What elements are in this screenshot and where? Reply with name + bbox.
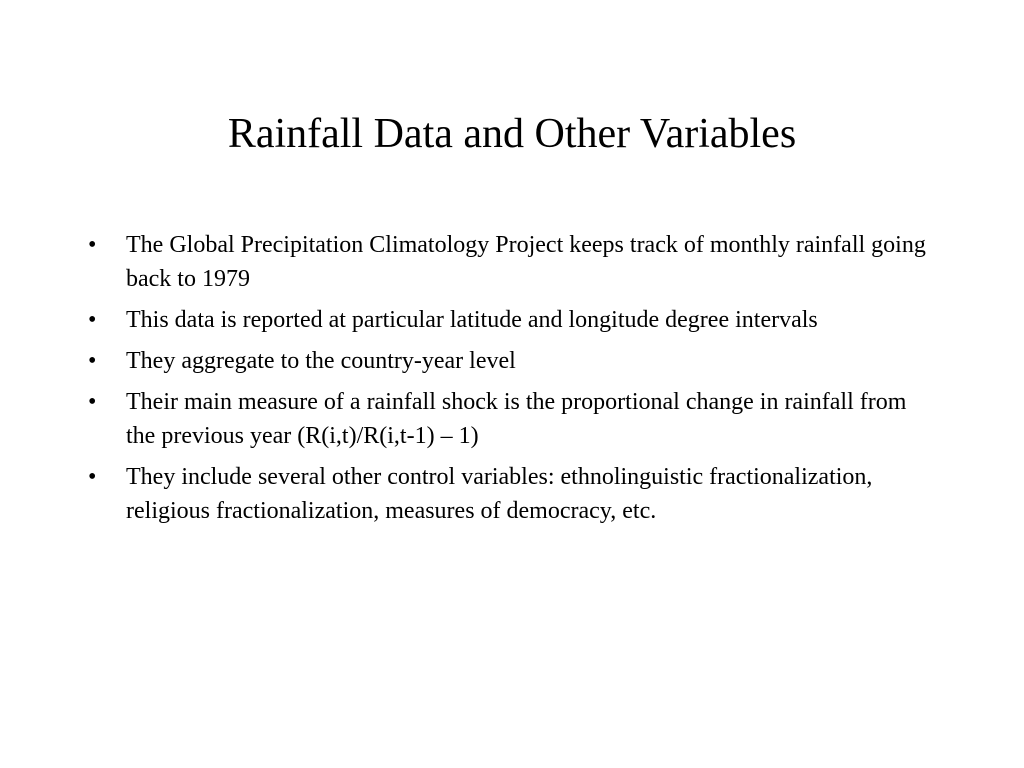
bullet-text: They include several other control variables: ethnolinguistic fractionalization, religious fractionalization, measures of democracy, etc. <box>126 464 873 524</box>
bullet-icon: • <box>88 464 97 490</box>
bullet-item <box>88 385 938 453</box>
bullet-text: Their main measure of a rainfall shock is the proportional change in rainfall from the previous year (R(i,t)/R(i,t-1) – 1) <box>126 389 907 449</box>
bullet-item <box>88 303 938 337</box>
bullet-list <box>88 228 938 535</box>
bullet-text: They aggregate to the country-year level <box>126 348 516 374</box>
bullet-text: This data is reported at particular latitude and longitude degree intervals <box>126 307 818 333</box>
bullet-icon: • <box>88 232 97 258</box>
bullet-item <box>88 228 938 296</box>
slide-title: Rainfall Data and Other Variables <box>227 111 797 157</box>
bullet-text: The Global Precipitation Climatology Project keeps track of monthly rainfall going back to 1979 <box>126 232 926 292</box>
bullet-icon: • <box>88 348 97 374</box>
bullet-icon: • <box>88 389 97 415</box>
bullet-item <box>88 460 938 528</box>
bullet-item <box>88 344 938 378</box>
bullet-icon: • <box>88 307 97 333</box>
